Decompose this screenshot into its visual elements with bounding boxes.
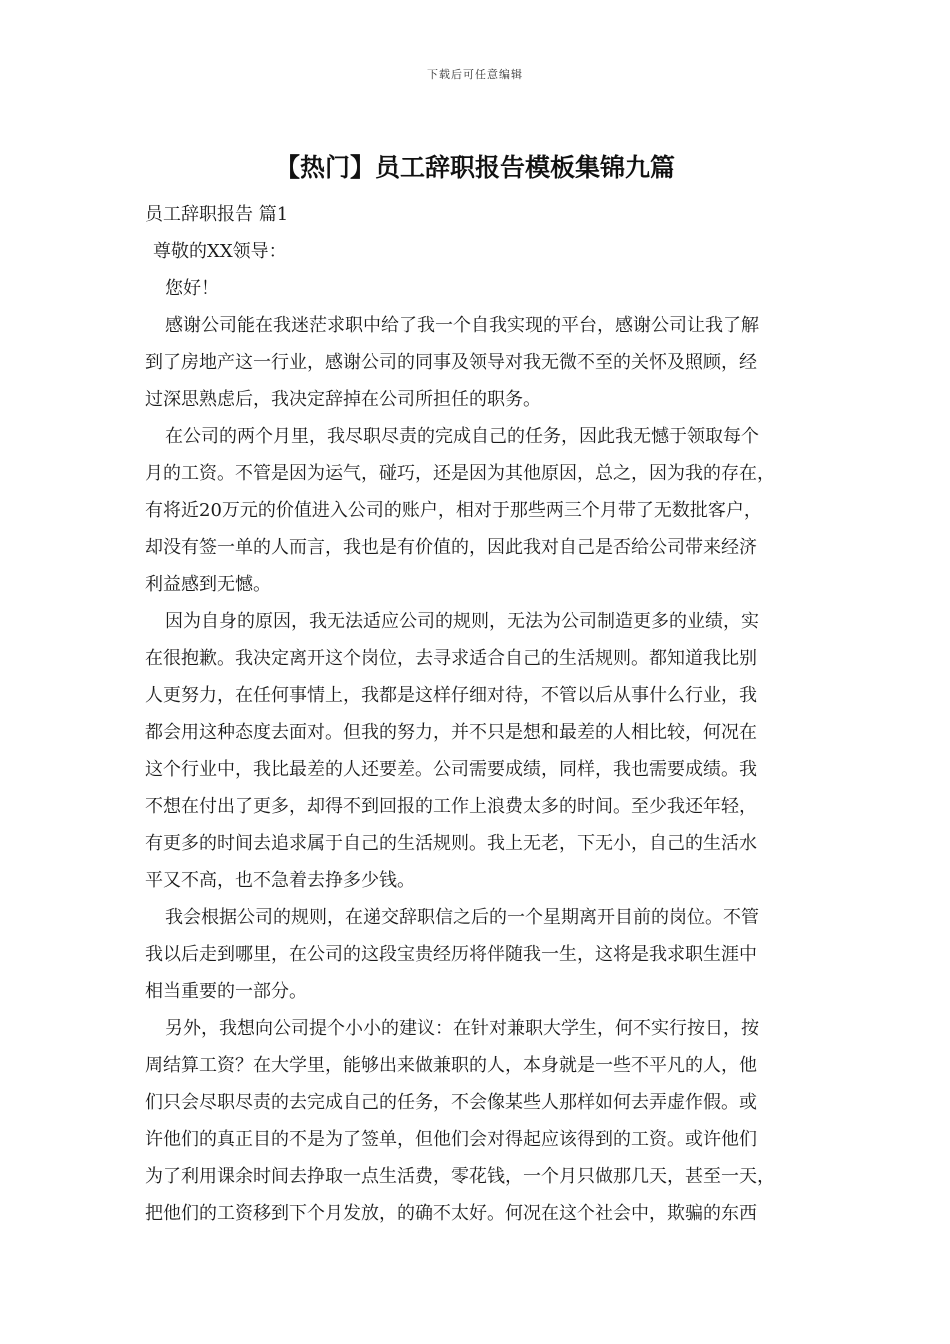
greeting: 您好！ (165, 278, 219, 299)
body-line: 因为自身的原因，我无法适应公司的规则，无法为公司制造更多的业绩，实 (165, 611, 759, 632)
document-body (145, 196, 810, 1232)
section-heading: 员工辞职报告 篇1 (145, 204, 289, 225)
body-line: 另外，我想向公司提个小小的建议：在针对兼职大学生，何不实行按日，按 (165, 1018, 759, 1039)
body-line: 过深思熟虑后，我决定辞掉在公司所担任的职务。 (145, 389, 541, 410)
body-line: 都会用这种态度去面对。但我的努力，并不只是想和最差的人相比较，何况在 (145, 722, 757, 743)
body-line: 们只会尽职尽责的去完成自己的任务，不会像某些人那样如何去弄虚作假。或 (145, 1092, 757, 1113)
body-line: 月的工资。不管是因为运气，碰巧，还是因为其他原因，总之，因为我的存在， (145, 463, 775, 484)
body-line: 有更多的时间去追求属于自己的生活规则。我上无老，下无小，自己的生活水 (145, 833, 757, 854)
body-line: 有将近20万元的价值进入公司的账户，相对于那些两三个月带了无数批客户， (145, 500, 762, 521)
body-line: 把他们的工资移到下个月发放，的确不太好。何况在这个社会中，欺骗的东西 (145, 1203, 757, 1224)
header-note: 下载后可任意编辑 (427, 68, 523, 81)
body-line: 不想在付出了更多，却得不到回报的工作上浪费太多的时间。至少我还年轻， (145, 796, 757, 817)
document-title: 【热门】员工辞职报告模板集锦九篇 (274, 153, 675, 182)
body-line: 平又不高，也不急着去挣多少钱。 (145, 870, 415, 891)
body-line: 感谢公司能在我迷茫求职中给了我一个自我实现的平台，感谢公司让我了解 (165, 315, 759, 336)
body-line: 我以后走到哪里，在公司的这段宝贵经历将伴随我一生，这将是我求职生涯中 (145, 944, 757, 965)
body-line: 利益感到无憾。 (145, 574, 271, 595)
salutation: 尊敬的XX领导： (153, 241, 287, 262)
body-line: 到了房地产这一行业，感谢公司的同事及领导对我无微不至的关怀及照顾，经 (145, 352, 757, 373)
body-line: 人更努力，在任何事情上，我都是这样仔细对待，不管以后从事什么行业，我 (145, 685, 757, 706)
body-line: 在很抱歉。我决定离开这个岗位，去寻求适合自己的生活规则。都知道我比别 (145, 648, 757, 669)
body-line: 相当重要的一部分。 (145, 981, 307, 1002)
body-line: 这个行业中，我比最差的人还要差。公司需要成绩，同样，我也需要成绩。我 (145, 759, 757, 780)
body-line: 为了利用课余时间去挣取一点生活费，零花钱，一个月只做那几天，甚至一天， (145, 1166, 775, 1187)
body-line: 周结算工资？在大学里，能够出来做兼职的人，本身就是一些不平凡的人，他 (145, 1055, 757, 1076)
body-line: 在公司的两个月里，我尽职尽责的完成自己的任务，因此我无憾于领取每个 (165, 426, 759, 447)
body-line: 我会根据公司的规则，在递交辞职信之后的一个星期离开目前的岗位。不管 (165, 907, 759, 928)
body-line: 许他们的真正目的不是为了签单，但他们会对得起应该得到的工资。或许他们 (145, 1129, 757, 1150)
body-line: 却没有签一单的人而言，我也是有价值的，因此我对自己是否给公司带来经济 (145, 537, 757, 558)
